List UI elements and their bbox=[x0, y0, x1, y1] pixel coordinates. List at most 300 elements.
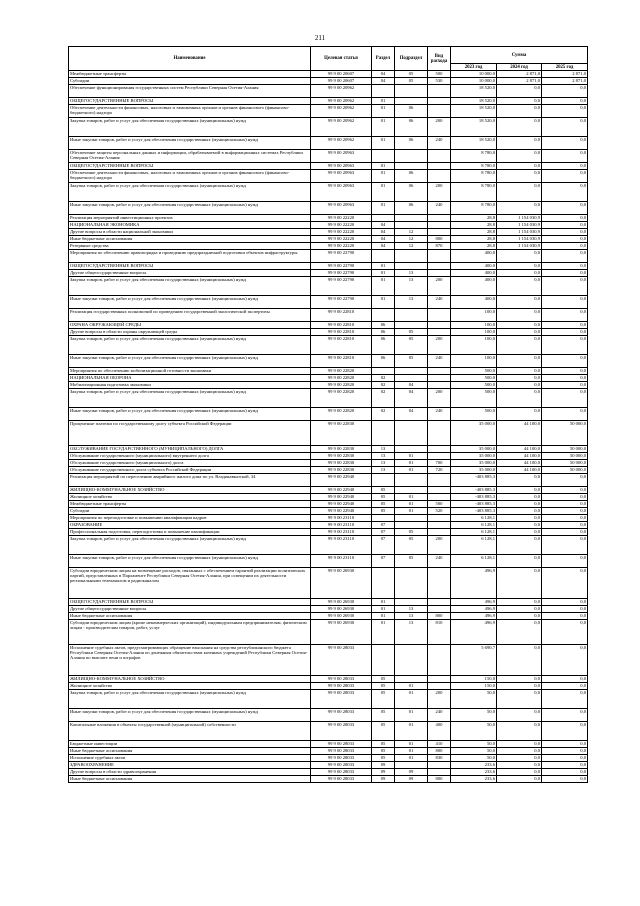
cell-sum-2025: 0,0 bbox=[542, 501, 588, 508]
cell-sum-2024: 2 871,0 bbox=[497, 71, 542, 78]
cell-sum-2025: 0,0 bbox=[542, 322, 588, 329]
cell-sum-2023: 496,9 bbox=[451, 606, 497, 613]
cell-sum-2024: 0,0 bbox=[497, 336, 542, 355]
cell-name: ОБЩЕГОСУДАРСТВЕННЫЕ ВОПРОСЫ bbox=[69, 263, 311, 270]
cell-sum-2024: 0,0 bbox=[497, 620, 542, 645]
cell-name: Процентные платежи по государственному долгу субъекта Российской Федерации bbox=[69, 421, 311, 446]
cell-target-article: 99 9 00 22220 bbox=[311, 222, 372, 229]
cell-sum-2025: 0,0 bbox=[542, 536, 588, 555]
cell-target-article: 99 9 00 28033 bbox=[311, 755, 372, 762]
cell-subsection: 04 bbox=[395, 389, 428, 408]
table-row bbox=[69, 722, 588, 741]
cell-target-article: 99 9 00 20962 bbox=[311, 137, 372, 150]
cell-target-article: 99 9 00 26930 bbox=[311, 620, 372, 645]
cell-subsection bbox=[395, 163, 428, 170]
cell-name: ОБЩЕГОСУДАРСТВЕННЫЕ ВОПРОСЫ bbox=[69, 98, 311, 105]
cell-sum-2023: 496,9 bbox=[451, 568, 497, 599]
cell-section: 07 bbox=[372, 555, 395, 568]
cell-subsection bbox=[395, 645, 428, 676]
table-row bbox=[69, 620, 588, 645]
cell-sum-2023: -403 885,3 bbox=[451, 508, 497, 515]
cell-subsection bbox=[395, 322, 428, 329]
cell-sum-2024: 0,0 bbox=[497, 683, 542, 690]
cell-sum-2023: 6 128,1 bbox=[451, 522, 497, 529]
table-row bbox=[69, 355, 588, 368]
cell-sum-2024: 0,0 bbox=[497, 474, 542, 487]
table-row bbox=[69, 536, 588, 555]
table-row bbox=[69, 170, 588, 183]
table-row bbox=[69, 453, 588, 460]
table-row bbox=[69, 71, 588, 78]
cell-name: Иные бюджетные ассигнования bbox=[69, 236, 311, 243]
cell-subsection bbox=[395, 487, 428, 494]
cell-target-article: 99 9 00 22830 bbox=[311, 446, 372, 453]
cell-sum-2024: 44 100,0 bbox=[497, 453, 542, 460]
cell-target-article: 99 9 00 22790 bbox=[311, 277, 372, 296]
cell-sum-2024: 44 100,0 bbox=[497, 421, 542, 446]
table-row bbox=[69, 474, 588, 487]
cell-target-article: 99 9 00 28033 bbox=[311, 776, 372, 783]
cell-section bbox=[372, 515, 395, 522]
cell-sum-2025: 0,0 bbox=[542, 741, 588, 748]
cell-section: 06 bbox=[372, 355, 395, 368]
cell-section: 01 bbox=[372, 183, 395, 202]
cell-target-article: 99 9 00 22830 bbox=[311, 421, 372, 446]
cell-subsection: 01 bbox=[395, 494, 428, 501]
cell-name: НАЦИОНАЛЬНАЯ ЭКОНОМИКА bbox=[69, 222, 311, 229]
cell-sum-2024: 0,0 bbox=[497, 202, 542, 215]
cell-sum-2024: 0,0 bbox=[497, 599, 542, 606]
cell-sum-2023: 500,0 bbox=[451, 368, 497, 375]
cell-sum-2024: 2 871,0 bbox=[497, 78, 542, 85]
cell-section: 04 bbox=[372, 71, 395, 78]
cell-expense-type: 200 bbox=[428, 183, 451, 202]
table-row bbox=[69, 555, 588, 568]
cell-subsection: 13 bbox=[395, 277, 428, 296]
table-row bbox=[69, 322, 588, 329]
cell-name: Иные бюджетные ассигнования bbox=[69, 748, 311, 755]
cell-expense-type: 700 bbox=[428, 460, 451, 467]
header-year-2024: 2024 год bbox=[497, 64, 542, 71]
cell-sum-2023: 400,0 bbox=[451, 270, 497, 277]
cell-section: 09 bbox=[372, 762, 395, 769]
cell-section: 05 bbox=[372, 690, 395, 709]
cell-name: Обеспечение защиты персональных данных и информации, обрабатываемой в информационных системах Республики Северная Осетия-Алания bbox=[69, 150, 311, 163]
table-row bbox=[69, 163, 588, 170]
cell-name: Иные закупки товаров, работ и услуг для обеспечения государственных (муниципальных) нужд bbox=[69, 137, 311, 150]
cell-subsection: 13 bbox=[395, 620, 428, 645]
cell-sum-2024: 0,0 bbox=[497, 508, 542, 515]
cell-section: 07 bbox=[372, 536, 395, 555]
cell-sum-2024: 0,0 bbox=[497, 762, 542, 769]
table-row bbox=[69, 408, 588, 421]
cell-subsection: 01 bbox=[395, 690, 428, 709]
cell-expense-type bbox=[428, 599, 451, 606]
cell-sum-2025: 0,0 bbox=[542, 389, 588, 408]
cell-target-article: 99 9 00 22820 bbox=[311, 389, 372, 408]
cell-name: Другие общегосударственные вопросы bbox=[69, 606, 311, 613]
cell-sum-2025: 0,0 bbox=[542, 215, 588, 222]
cell-sum-2025: 0,0 bbox=[542, 270, 588, 277]
cell-expense-type bbox=[428, 98, 451, 105]
cell-sum-2024: 0,0 bbox=[497, 494, 542, 501]
cell-name: Закупка товаров, работ и услуг для обеспечения государственных (муниципальных) нужд bbox=[69, 389, 311, 408]
cell-expense-type bbox=[428, 215, 451, 222]
cell-sum-2025: 0,0 bbox=[542, 762, 588, 769]
cell-section: 05 bbox=[372, 722, 395, 741]
cell-section: 05 bbox=[372, 501, 395, 508]
cell-target-article: 99 9 00 20963 bbox=[311, 163, 372, 170]
cell-expense-type bbox=[428, 270, 451, 277]
table-row bbox=[69, 645, 588, 676]
cell-subsection: 04 bbox=[395, 408, 428, 421]
cell-section: 01 bbox=[372, 599, 395, 606]
cell-sum-2024: 0,0 bbox=[497, 536, 542, 555]
cell-expense-type: 240 bbox=[428, 137, 451, 150]
cell-target-article: 99 9 00 23110 bbox=[311, 529, 372, 536]
cell-section: 01 bbox=[372, 620, 395, 645]
cell-section: 01 bbox=[372, 163, 395, 170]
table-row bbox=[69, 613, 588, 620]
table-body bbox=[69, 71, 588, 783]
cell-expense-type bbox=[428, 250, 451, 263]
cell-sum-2023: 18 520,0 bbox=[451, 98, 497, 105]
cell-sum-2024: 1 154 030,9 bbox=[497, 215, 542, 222]
cell-name: Мобилизационная подготовка экономики bbox=[69, 382, 311, 389]
cell-sum-2024: 0,0 bbox=[497, 776, 542, 783]
cell-sum-2025: 0,0 bbox=[542, 676, 588, 683]
cell-target-article: 99 9 00 22790 bbox=[311, 270, 372, 277]
cell-sum-2023: 35 000,0 bbox=[451, 460, 497, 467]
cell-name: Иные закупки товаров, работ и услуг для обеспечения государственных (муниципальных) нужд bbox=[69, 296, 311, 309]
cell-target-article: 99 9 00 22820 bbox=[311, 368, 372, 375]
cell-subsection bbox=[395, 375, 428, 382]
cell-target-article: 99 9 00 22940 bbox=[311, 508, 372, 515]
cell-sum-2025: 0,0 bbox=[542, 620, 588, 645]
cell-sum-2025: 0,0 bbox=[542, 296, 588, 309]
cell-sum-2024: 0,0 bbox=[497, 555, 542, 568]
table-row bbox=[69, 150, 588, 163]
cell-subsection: 01 bbox=[395, 460, 428, 467]
cell-name: Закупка товаров, работ и услуг для обеспечения государственных (муниципальных) нужд bbox=[69, 690, 311, 709]
cell-subsection bbox=[395, 250, 428, 263]
cell-subsection: 12 bbox=[395, 243, 428, 250]
cell-sum-2023: 100,0 bbox=[451, 336, 497, 355]
cell-sum-2024: 0,0 bbox=[497, 375, 542, 382]
cell-sum-2023: 500,0 bbox=[451, 375, 497, 382]
cell-name: Иные закупки товаров, работ и услуг для обеспечения государственных (муниципальных) нужд bbox=[69, 202, 311, 215]
cell-target-article: 99 9 00 20607 bbox=[311, 78, 372, 85]
cell-section: 01 bbox=[372, 606, 395, 613]
cell-subsection: 12 bbox=[395, 236, 428, 243]
cell-subsection bbox=[395, 215, 428, 222]
table-row bbox=[69, 568, 588, 599]
cell-sum-2023: 18 520,0 bbox=[451, 85, 497, 98]
cell-sum-2024: 44 100,0 bbox=[497, 467, 542, 474]
cell-sum-2025: 0,0 bbox=[542, 645, 588, 676]
cell-section: 05 bbox=[372, 748, 395, 755]
table-row bbox=[69, 501, 588, 508]
cell-target-article: 99 9 00 22810 bbox=[311, 336, 372, 355]
cell-target-article: 99 9 00 22940 bbox=[311, 494, 372, 501]
cell-sum-2023: 500,0 bbox=[451, 408, 497, 421]
cell-name: ЗДРАВООХРАНЕНИЕ bbox=[69, 762, 311, 769]
cell-expense-type: 530 bbox=[428, 78, 451, 85]
cell-sum-2024: 0,0 bbox=[497, 501, 542, 508]
cell-sum-2023: 28,8 bbox=[451, 215, 497, 222]
cell-name: Иные бюджетные ассигнования bbox=[69, 613, 311, 620]
cell-sum-2025: 50 000,0 bbox=[542, 467, 588, 474]
cell-section: 02 bbox=[372, 382, 395, 389]
cell-target-article: 99 9 00 22940 bbox=[311, 501, 372, 508]
cell-name: Другие общегосударственные вопросы bbox=[69, 270, 311, 277]
cell-section: 05 bbox=[372, 709, 395, 722]
cell-sum-2024: 0,0 bbox=[497, 709, 542, 722]
cell-sum-2025: 0,0 bbox=[542, 150, 588, 163]
cell-section bbox=[372, 421, 395, 446]
cell-sum-2025: 0,0 bbox=[542, 599, 588, 606]
cell-target-article: 99 9 00 22940 bbox=[311, 474, 372, 487]
cell-name: Субсидии bbox=[69, 78, 311, 85]
cell-section: 05 bbox=[372, 741, 395, 748]
cell-sum-2023: 50,0 bbox=[451, 748, 497, 755]
cell-name: ЖИЛИЩНО-КОММУНАЛЬНОЕ ХОЗЯЙСТВО bbox=[69, 487, 311, 494]
cell-section: 05 bbox=[372, 508, 395, 515]
table-row bbox=[69, 741, 588, 748]
cell-subsection: 05 bbox=[395, 529, 428, 536]
cell-target-article: 99 9 00 22220 bbox=[311, 236, 372, 243]
cell-section: 13 bbox=[372, 467, 395, 474]
cell-name: Реализация мероприятий инвестиционных проектов bbox=[69, 215, 311, 222]
header-name: Наименование bbox=[69, 47, 311, 71]
cell-expense-type: 800 bbox=[428, 613, 451, 620]
table-row bbox=[69, 776, 588, 783]
cell-subsection: 05 bbox=[395, 336, 428, 355]
cell-subsection bbox=[395, 368, 428, 375]
cell-name: Обслуживание государственного (муниципального) долга bbox=[69, 460, 311, 467]
cell-section: 09 bbox=[372, 769, 395, 776]
table-row bbox=[69, 98, 588, 105]
cell-sum-2023: 496,9 bbox=[451, 599, 497, 606]
cell-sum-2024: 0,0 bbox=[497, 309, 542, 322]
cell-target-article: 99 9 00 28033 bbox=[311, 748, 372, 755]
cell-target-article: 99 9 00 26930 bbox=[311, 606, 372, 613]
cell-section: 02 bbox=[372, 375, 395, 382]
table-row bbox=[69, 460, 588, 467]
cell-sum-2023: 8 780,0 bbox=[451, 183, 497, 202]
cell-section: 01 bbox=[372, 613, 395, 620]
cell-sum-2023: 50,0 bbox=[451, 722, 497, 741]
cell-sum-2024: 0,0 bbox=[497, 676, 542, 683]
cell-section: 04 bbox=[372, 243, 395, 250]
cell-target-article: 99 9 00 20962 bbox=[311, 105, 372, 118]
cell-sum-2025: 0,0 bbox=[542, 522, 588, 529]
table-row bbox=[69, 748, 588, 755]
cell-sum-2023: 400,0 bbox=[451, 250, 497, 263]
cell-sum-2024: 1 154 030,9 bbox=[497, 236, 542, 243]
cell-sum-2024: 0,0 bbox=[497, 85, 542, 98]
cell-section: 01 bbox=[372, 118, 395, 137]
cell-sum-2023: 400,0 bbox=[451, 263, 497, 270]
cell-expense-type bbox=[428, 170, 451, 183]
cell-sum-2025: 0,0 bbox=[542, 776, 588, 783]
cell-sum-2024: 0,0 bbox=[497, 722, 542, 741]
cell-sum-2025: 0,0 bbox=[542, 277, 588, 296]
cell-sum-2025: 50 000,0 bbox=[542, 421, 588, 446]
cell-target-article: 99 9 00 22830 bbox=[311, 467, 372, 474]
cell-target-article: 99 9 00 23110 bbox=[311, 555, 372, 568]
cell-sum-2023: 6 128,1 bbox=[451, 515, 497, 522]
cell-section bbox=[372, 568, 395, 599]
cell-sum-2023: 35 000,0 bbox=[451, 453, 497, 460]
cell-sum-2025: 0,0 bbox=[542, 105, 588, 118]
cell-sum-2023: 500,0 bbox=[451, 389, 497, 408]
cell-subsection: 05 bbox=[395, 355, 428, 368]
cell-target-article: 99 9 00 20962 bbox=[311, 85, 372, 98]
cell-section: 05 bbox=[372, 494, 395, 501]
cell-target-article: 99 9 00 26930 bbox=[311, 568, 372, 599]
cell-name: Капитальные вложения в объекты государственной (муниципальной) собственности bbox=[69, 722, 311, 741]
cell-name: ОБСЛУЖИВАНИЕ ГОСУДАРСТВЕННОГО (МУНИЦИПАЛЬНОГО) ДОЛГА bbox=[69, 446, 311, 453]
cell-sum-2025: 0,0 bbox=[542, 183, 588, 202]
cell-expense-type bbox=[428, 382, 451, 389]
cell-expense-type bbox=[428, 329, 451, 336]
table-row bbox=[69, 270, 588, 277]
table-row bbox=[69, 522, 588, 529]
cell-expense-type: 800 bbox=[428, 776, 451, 783]
cell-target-article: 99 9 00 26930 bbox=[311, 613, 372, 620]
cell-name: Закупка товаров, работ и услуг для обеспечения государственных (муниципальных) нужд bbox=[69, 118, 311, 137]
cell-sum-2023: 28,8 bbox=[451, 236, 497, 243]
cell-subsection: 01 bbox=[395, 453, 428, 460]
cell-section bbox=[372, 250, 395, 263]
cell-target-article: 99 9 00 23110 bbox=[311, 515, 372, 522]
cell-sum-2023: 150,0 bbox=[451, 676, 497, 683]
cell-sum-2025: 0,0 bbox=[542, 263, 588, 270]
cell-target-article: 99 9 00 20607 bbox=[311, 71, 372, 78]
cell-target-article: 99 9 00 28033 bbox=[311, 762, 372, 769]
cell-expense-type bbox=[428, 676, 451, 683]
cell-target-article: 99 9 00 26930 bbox=[311, 599, 372, 606]
cell-expense-type: 520 bbox=[428, 508, 451, 515]
cell-sum-2024: 0,0 bbox=[497, 522, 542, 529]
cell-sum-2025: 50 000,0 bbox=[542, 460, 588, 467]
cell-sum-2025: 0,0 bbox=[542, 375, 588, 382]
cell-sum-2025: 0,0 bbox=[542, 722, 588, 741]
cell-sum-2024: 0,0 bbox=[497, 515, 542, 522]
cell-name: Обеспечение деятельности финансовых, налоговых и таможенных органов и органов финансового (финансово-бюджетного) надзора bbox=[69, 105, 311, 118]
cell-subsection: 05 bbox=[395, 536, 428, 555]
header-subsection: Подраздел bbox=[395, 47, 428, 71]
cell-sum-2023: 50,0 bbox=[451, 709, 497, 722]
cell-sum-2025: 0,0 bbox=[542, 222, 588, 229]
cell-expense-type bbox=[428, 474, 451, 487]
cell-subsection: 09 bbox=[395, 769, 428, 776]
cell-name: Иные закупки товаров, работ и услуг для обеспечения государственных (муниципальных) нужд bbox=[69, 408, 311, 421]
cell-expense-type: 410 bbox=[428, 741, 451, 748]
cell-sum-2025: 0,0 bbox=[542, 494, 588, 501]
cell-sum-2023: 496,9 bbox=[451, 613, 497, 620]
cell-name: Межбюджетные трансферты bbox=[69, 71, 311, 78]
cell-target-article: 99 9 00 22820 bbox=[311, 375, 372, 382]
cell-subsection bbox=[395, 98, 428, 105]
cell-sum-2023: 400,0 bbox=[451, 296, 497, 309]
cell-name: Обеспечение деятельности финансовых, налоговых и таможенных органов и органов финансового (финансово-бюджетного) надзора bbox=[69, 170, 311, 183]
cell-section: 09 bbox=[372, 776, 395, 783]
cell-sum-2025: 0,0 bbox=[542, 748, 588, 755]
cell-expense-type bbox=[428, 375, 451, 382]
cell-sum-2025: 0,0 bbox=[542, 515, 588, 522]
cell-name: Обслуживание государственного долга субъекта Российской Федерации bbox=[69, 467, 311, 474]
cell-sum-2024: 0,0 bbox=[497, 606, 542, 613]
page-number: 211 bbox=[314, 34, 326, 42]
cell-sum-2023: 150,0 bbox=[451, 683, 497, 690]
cell-section: 13 bbox=[372, 453, 395, 460]
cell-expense-type bbox=[428, 606, 451, 613]
cell-expense-type bbox=[428, 85, 451, 98]
table-row bbox=[69, 375, 588, 382]
cell-expense-type bbox=[428, 453, 451, 460]
cell-target-article: 99 9 00 20963 bbox=[311, 202, 372, 215]
cell-target-article: 99 9 00 23110 bbox=[311, 536, 372, 555]
cell-section bbox=[372, 474, 395, 487]
cell-sum-2025: 0,0 bbox=[542, 474, 588, 487]
cell-expense-type bbox=[428, 529, 451, 536]
cell-subsection: 05 bbox=[395, 329, 428, 336]
cell-sum-2025: 0,0 bbox=[542, 613, 588, 620]
table-row bbox=[69, 222, 588, 229]
cell-section: 01 bbox=[372, 277, 395, 296]
cell-name: Закупка товаров, работ и услуг для обеспечения государственных (муниципальных) нужд bbox=[69, 277, 311, 296]
cell-target-article: 99 9 00 28033 bbox=[311, 645, 372, 676]
cell-sum-2023: 6 128,1 bbox=[451, 555, 497, 568]
cell-sum-2025: 0,0 bbox=[542, 508, 588, 515]
cell-expense-type bbox=[428, 421, 451, 446]
cell-expense-type: 200 bbox=[428, 277, 451, 296]
cell-sum-2023: -403 885,3 bbox=[451, 474, 497, 487]
cell-expense-type: 200 bbox=[428, 118, 451, 137]
cell-expense-type: 240 bbox=[428, 709, 451, 722]
cell-subsection: 01 bbox=[395, 683, 428, 690]
cell-section: 05 bbox=[372, 676, 395, 683]
cell-expense-type bbox=[428, 229, 451, 236]
cell-section bbox=[372, 215, 395, 222]
cell-subsection: 06 bbox=[395, 183, 428, 202]
header-sum: Сумма bbox=[451, 47, 588, 64]
cell-target-article: 99 9 00 20963 bbox=[311, 183, 372, 202]
cell-section: 07 bbox=[372, 522, 395, 529]
cell-sum-2024: 0,0 bbox=[497, 118, 542, 137]
cell-subsection: 05 bbox=[395, 71, 428, 78]
cell-sum-2025: 0,0 bbox=[542, 555, 588, 568]
cell-name: Другие вопросы в области национальной экономики bbox=[69, 229, 311, 236]
cell-subsection: 04 bbox=[395, 382, 428, 389]
cell-name: ЖИЛИЩНО-КОММУНАЛЬНОЕ ХОЗЯЙСТВО bbox=[69, 676, 311, 683]
cell-subsection bbox=[395, 421, 428, 446]
cell-sum-2024: 0,0 bbox=[497, 163, 542, 170]
cell-sum-2024: 0,0 bbox=[497, 137, 542, 150]
cell-target-article: 99 9 00 22810 bbox=[311, 329, 372, 336]
cell-sum-2025: 0,0 bbox=[542, 606, 588, 613]
cell-sum-2024: 0,0 bbox=[497, 769, 542, 776]
table-row bbox=[69, 336, 588, 355]
cell-section bbox=[372, 309, 395, 322]
cell-sum-2023: 8 780,0 bbox=[451, 202, 497, 215]
cell-expense-type bbox=[428, 222, 451, 229]
cell-sum-2023: 50,0 bbox=[451, 755, 497, 762]
cell-sum-2024: 44 100,0 bbox=[497, 446, 542, 453]
cell-section: 01 bbox=[372, 105, 395, 118]
